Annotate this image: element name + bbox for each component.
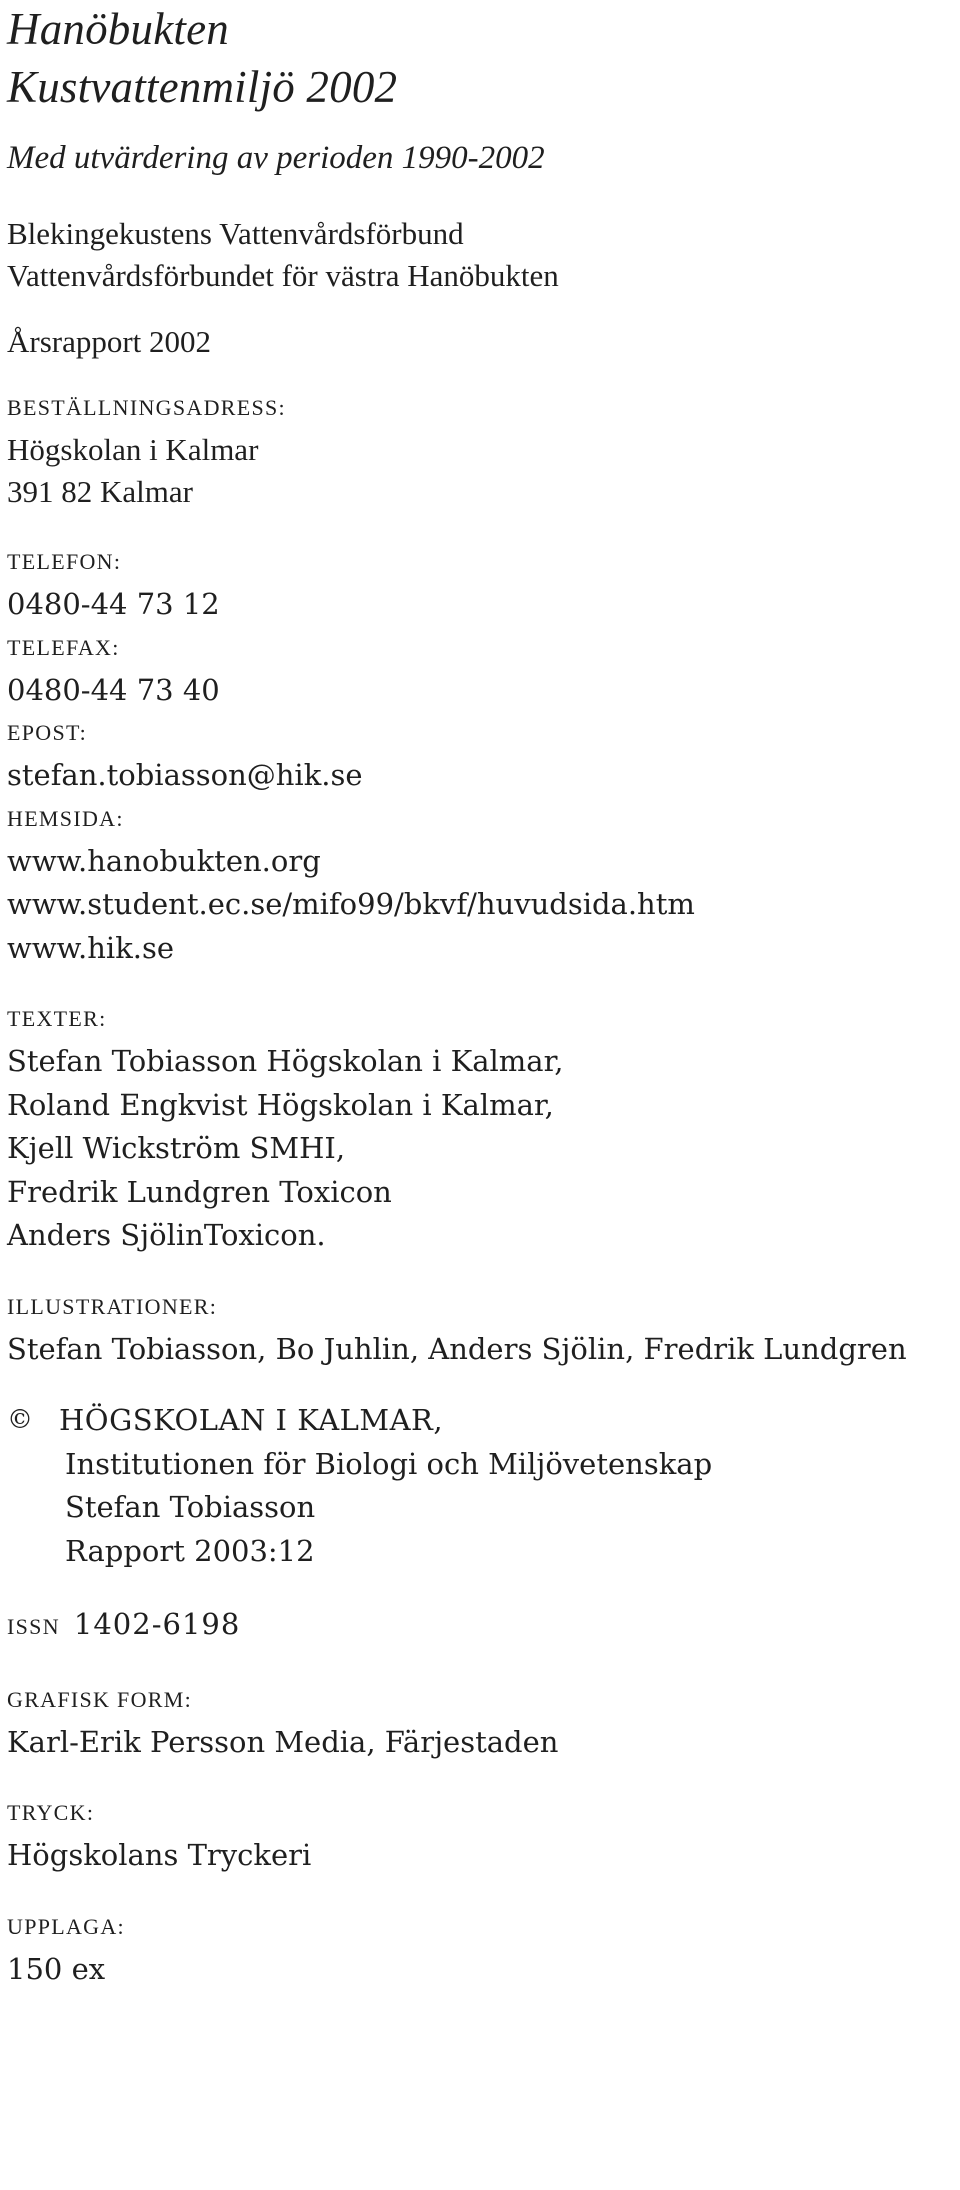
printing-value: Högskolans Tryckeri — [7, 1838, 312, 1872]
website-label: HEMSIDA: — [7, 805, 124, 831]
copyright-holder: HÖGSKOLAN I KALMAR, — [59, 1403, 444, 1437]
copyright-institution: Institutionen för Biologi och Miljövetenskap — [65, 1446, 713, 1481]
edition-value: 150 ex — [7, 1951, 106, 1986]
copyright-symbol: © — [7, 1405, 33, 1435]
copyright-author: Stefan Tobiasson — [65, 1490, 316, 1524]
issn-value: 1402-6198 — [73, 1607, 241, 1641]
copyright-row — [7, 1399, 952, 1443]
printing-label: TRYCK: — [7, 1800, 95, 1825]
issn-block — [7, 1603, 952, 1651]
copyright-report-number: Rapport 2003:12 — [65, 1533, 315, 1568]
organization-2: Vattenvårdsförbundet för västra Hanöbukten — [7, 258, 559, 293]
author-4: Fredrik Lundgren Toxicon — [7, 1174, 392, 1209]
texts-label: TEXTER: — [7, 1006, 107, 1031]
subtitle: Med utvärdering av perioden 1990-2002 — [7, 140, 545, 176]
contact-block — [7, 541, 952, 970]
title-line-2: Kustvattenmiljö 2002 — [7, 62, 398, 112]
organizations-block — [7, 213, 952, 297]
fax-label: TELEFAX: — [7, 634, 120, 660]
phone-number: 0480-44 73 12 — [7, 587, 220, 621]
report-label: Årsrapport 2002 — [7, 324, 212, 359]
email-label: EPOST: — [7, 720, 88, 745]
fax-number: 0480-44 73 40 — [7, 672, 220, 707]
graphic-design-label: GRAFISK FORM: — [7, 1686, 193, 1712]
printing-block — [7, 1792, 952, 1878]
illustrations-label: ILLUSTRATIONER: — [7, 1293, 218, 1319]
website-1: www.hanobukten.org — [7, 843, 321, 878]
colophon-page — [7, 0, 952, 1991]
order-address-line-1: Högskolan i Kalmar — [7, 432, 259, 467]
website-3: www.hik.se — [7, 930, 175, 965]
report-block — [7, 321, 952, 363]
order-address-label: BESTÄLLNINGSADRESS: — [7, 395, 286, 420]
graphic-design-block — [7, 1679, 952, 1765]
organization-1: Blekingekustens Vattenvårdsförbund — [7, 216, 464, 251]
author-5: Anders SjölinToxicon. — [7, 1218, 326, 1252]
illustrators: Stefan Tobiasson, Bo Juhlin, Anders Sjölin, Fredrik Lundgren — [7, 1331, 907, 1366]
author-3: Kjell Wickström SMHI, — [7, 1131, 346, 1165]
order-address-block — [7, 387, 952, 513]
title-line-1: Hanöbukten — [7, 4, 229, 54]
graphic-design-value: Karl-Erik Persson Media, Färjestaden — [7, 1724, 559, 1759]
edition-block — [7, 1906, 952, 1992]
illustrations-block — [7, 1286, 952, 1372]
phone-label: TELEFON: — [7, 549, 122, 574]
edition-label: UPPLAGA: — [7, 1913, 125, 1939]
website-2: www.student.ec.se/mifo99/bkvf/huvudsida.htm — [7, 887, 695, 921]
issn-label: ISSN — [7, 1614, 60, 1639]
email-address: stefan.tobiasson@hik.se — [7, 758, 363, 792]
author-2: Roland Engkvist Högskolan i Kalmar, — [7, 1087, 554, 1122]
copyright-block — [7, 1399, 952, 1573]
order-address-line-2: 391 82 Kalmar — [7, 474, 193, 509]
copyright-details — [7, 1443, 952, 1574]
author-1: Stefan Tobiasson Högskolan i Kalmar, — [7, 1044, 564, 1078]
texts-block — [7, 998, 952, 1258]
